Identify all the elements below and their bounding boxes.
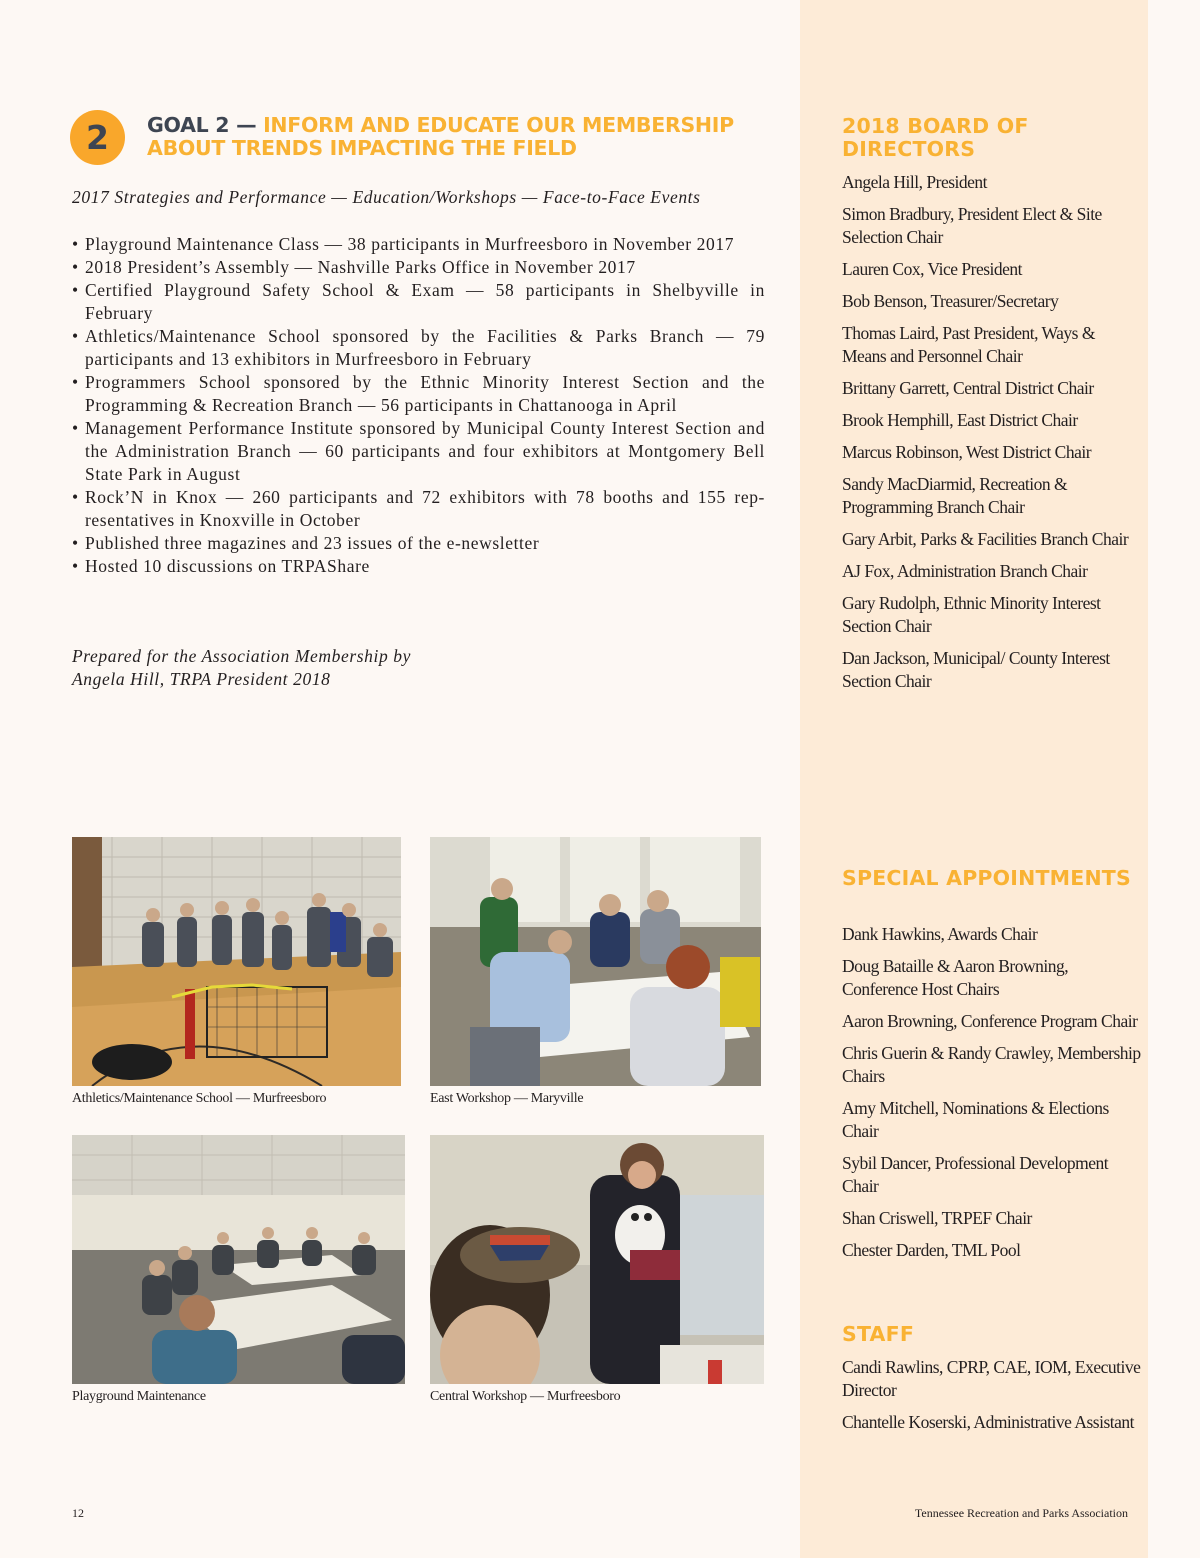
list-item: • Certified Playground Safety School & Exam — 58 participants in Shelbyville in February [72,279,765,325]
list-item: Chester Darden, TML Pool [842,1240,1021,1260]
goal-title [147,114,787,160]
prepared-by-author: Angela Hill, TRPA President 2018 [72,669,331,689]
goal-title-main: INFORM AND EDUCATE OUR MEMBERSHIP ABOUT TRENDS IMPACTING THE FIELD [147,113,734,160]
goal-number: 2 [86,118,109,157]
list-item: Chris Guerin & Randy Crawley, Membership Chairs [842,1043,1141,1086]
photo-caption: East Workshop — Maryville [430,1091,584,1106]
central-workshop-photo [430,1135,764,1384]
list-item: Gary Rudolph, Ethnic Minority Interest Section Chair [842,593,1101,636]
footer-organization: Tennessee Recreation and Parks Association [914,1506,1128,1520]
staff-list [842,1356,1142,1443]
goal-title-prefix: GOAL 2 — [147,113,264,137]
list-item: AJ Fox, Administration Branch Chair [842,561,1088,581]
list-item: • Hosted 10 discussions on TRPAShare [72,555,765,578]
list-item: Marcus Robinson, West District Chair [842,442,1092,462]
list-item: • Athletics/Maintenance School sponsored by the Facilities & Parks Branch — 79 participants and 13 exhibitors in Murfreesboro in February [72,325,765,371]
list-item: Lauren Cox, Vice President [842,259,1023,279]
list-item: Brook Hemphill, East District Chair [842,410,1078,430]
list-item: Shan Criswell, TRPEF Chair [842,1208,1032,1228]
list-item: Candi Rawlins, CPRP, CAE, IOM, Executive Director [842,1357,1141,1400]
strategies-heading: 2017 Strategies and Performance — Education/Workshops — Face-to-Face Events [72,187,701,207]
list-item: Bob Benson, Treasurer/Secretary [842,291,1059,311]
special-appointments-list [842,923,1142,1271]
page-number: 12 [72,1506,84,1520]
list-item: Brittany Garrett, Central District Chair [842,378,1094,398]
list-item: • Management Performance Institute sponsored by Municipal County Interest Section and the Administration Branch — 60 participants and four exhibitors at Montgomery Bell State Park in August [72,417,765,486]
list-item: Thomas Laird, Past President, Ways & Means and Personnel Chair [842,323,1095,366]
staff-heading: STAFF [842,1322,915,1346]
list-item: Simon Bradbury, President Elect & Site Selection Chair [842,204,1102,247]
playground-maintenance-photo [72,1135,405,1384]
list-item: • Rock’N in Knox — 260 participants and 72 exhibitors with 78 booths and 155 rep-resentatives in Knoxville in October [72,486,765,532]
photo-caption: Playground Maintenance [72,1389,206,1404]
special-appointments-heading: SPECIAL APPOINTMENTS [842,866,1131,890]
board-list [842,171,1142,702]
athletics-school-photo [72,837,401,1086]
list-item: Dan Jackson, Municipal/ County Interest Section Chair [842,648,1110,691]
list-item: • 2018 President’s Assembly — Nashville Parks Office in November 2017 [72,256,765,279]
list-item: • Published three magazines and 23 issues of the e-newsletter [72,532,765,555]
list-item: Sandy MacDiarmid, Recreation & Programming Branch Chair [842,474,1068,517]
list-item: • Playground Maintenance Class — 38 participants in Murfreesboro in November 2017 [72,233,765,256]
list-item: Chantelle Koserski, Administrative Assistant [842,1412,1135,1432]
photo-caption: Central Workshop — Murfreesboro [430,1389,621,1404]
east-workshop-photo [430,837,761,1086]
board-heading: 2018 BOARD OF DIRECTORS [842,114,1029,161]
list-item: Gary Arbit, Parks & Facilities Branch Chair [842,529,1129,549]
list-item: Sybil Dancer, Professional Development Chair [842,1153,1109,1196]
prepared-by-line: Prepared for the Association Membership by [72,646,412,666]
list-item: Amy Mitchell, Nominations & Elections Chair [842,1098,1109,1141]
strategies-list [72,233,765,578]
list-item: Dank Hawkins, Awards Chair [842,924,1038,944]
list-item: • Programmers School sponsored by the Ethnic Minority Interest Section and the Programming & Recreation Branch — 56 participants in Chattanooga in April [72,371,765,417]
list-item: Aaron Browning, Conference Program Chair [842,1011,1138,1031]
goal-number-badge [70,110,125,165]
list-item: Doug Bataille & Aaron Browning, Conference Host Chairs [842,956,1069,999]
prepared-by [72,645,572,691]
list-item: Angela Hill, President [842,172,988,192]
photo-caption: Athletics/Maintenance School — Murfreesboro [72,1091,327,1106]
